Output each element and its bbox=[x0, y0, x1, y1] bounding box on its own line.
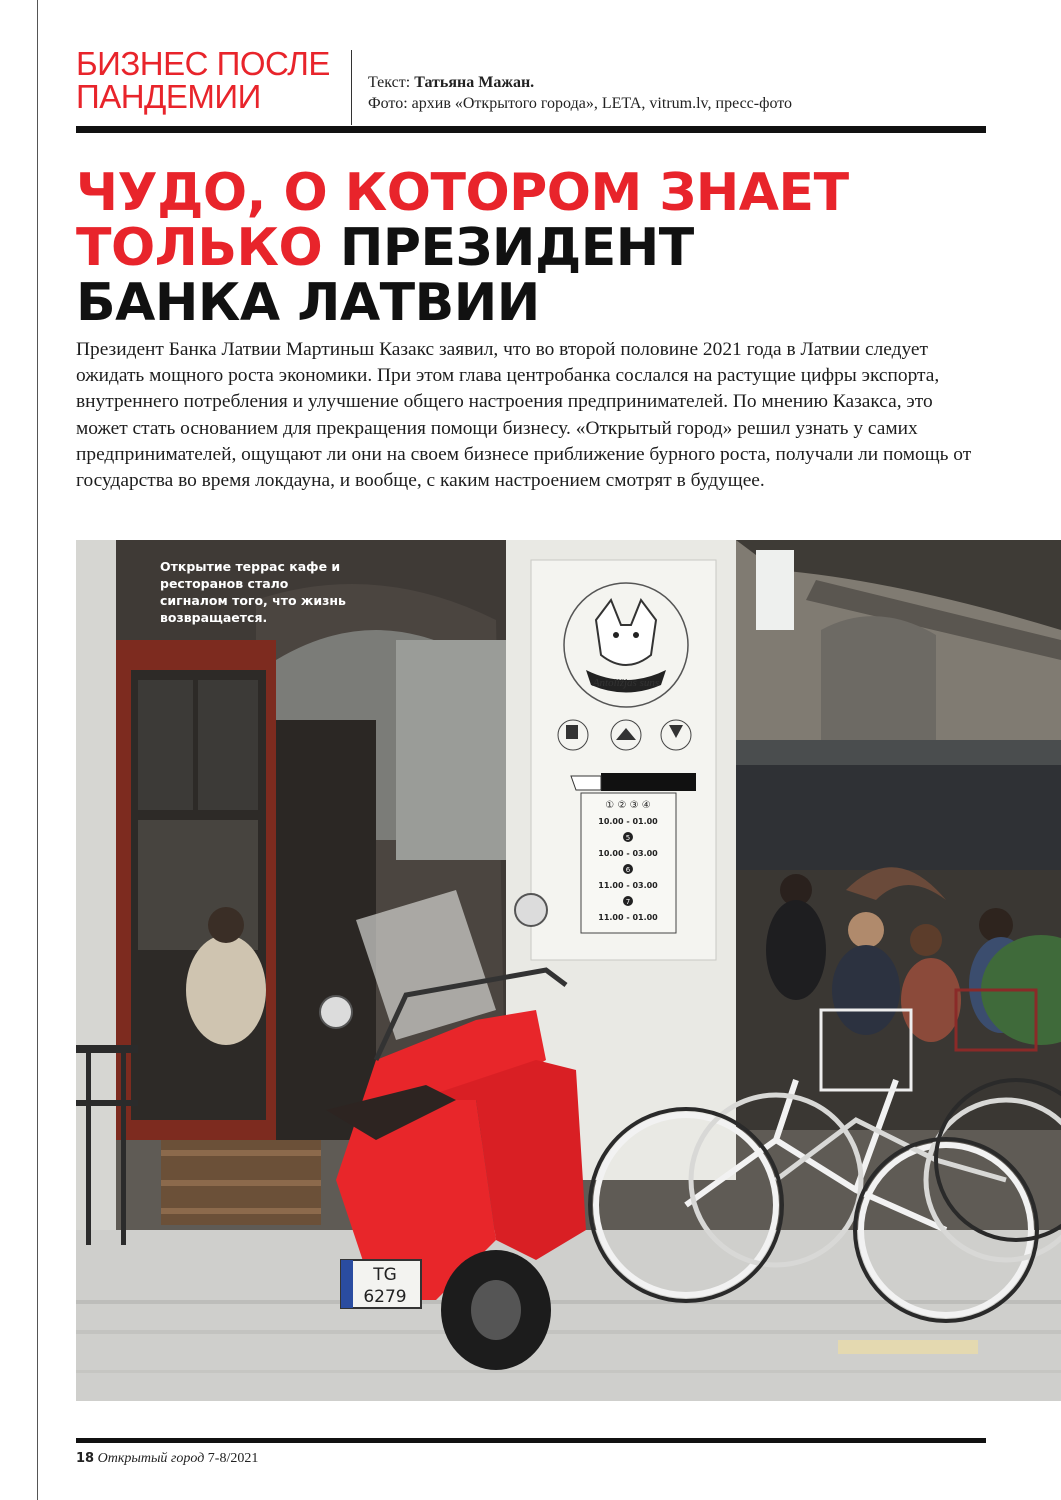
headline bbox=[76, 163, 976, 333]
magazine-name: Открытый город bbox=[97, 1451, 205, 1466]
hours-4: 11.00 - 01.00 bbox=[598, 913, 658, 922]
hours-badge-7: 7 bbox=[625, 898, 631, 906]
page-margin-rule bbox=[37, 0, 38, 1500]
hours-days: ① ② ③ ④ bbox=[605, 800, 651, 811]
footer-rule bbox=[76, 1438, 986, 1443]
section-label bbox=[76, 47, 346, 113]
hours-badge-5: 5 bbox=[625, 834, 631, 842]
top-rule bbox=[76, 126, 986, 133]
headline-black-line3: БАНКА ЛАТВИИ bbox=[76, 273, 540, 333]
footer-folio bbox=[76, 1451, 258, 1467]
sign-name: Antoližjas suns bbox=[592, 677, 660, 689]
plate-line2: 6279 bbox=[363, 1287, 407, 1307]
credits-photo-line bbox=[368, 93, 792, 114]
street-photo bbox=[76, 540, 1061, 1401]
headline-red-line2: ТОЛЬКО bbox=[76, 218, 323, 278]
issue-number: 7-8/2021 bbox=[207, 1451, 259, 1466]
hours-1: 10.00 - 01.00 bbox=[598, 817, 658, 826]
plate-line1: TG bbox=[373, 1265, 397, 1285]
credits-text-label: Текст: bbox=[368, 74, 411, 91]
credits bbox=[368, 72, 792, 114]
credits-author: Татьяна Мажан. bbox=[414, 74, 535, 91]
section-label-line1: БИЗНЕС ПОСЛЕ bbox=[76, 45, 330, 82]
headline-red-line1: ЧУДО, О КОТОРОМ ЗНАЕТ bbox=[76, 163, 849, 223]
credits-text-line bbox=[368, 72, 792, 93]
hours-badge-6: 6 bbox=[625, 866, 631, 874]
credits-photo-sources: архив «Открытого города», LETA, vitrum.lv, пресс-фото bbox=[411, 95, 793, 112]
lead-paragraph: Президент Банка Латвии Мартиньш Казакс заявил, что во второй половине 2021 года в Латвии следует ожидать мощного роста экономики. При этом глава центробанка сослался на растущие цифры экспорта, внутреннего потребления и улучшение общего настроения предпринимателей. По мнению Казакса, это может стать основанием для прекращения помощи бизнесу. «Открытый город» решил узнать у самих предпринимателей, ощущают ли они на своем бизнесе приближение бурного роста, получали ли помощь от государства во время локдауна, и вообще, с каким настроением смотрят в будущее. bbox=[76, 339, 972, 492]
page-number: 18 bbox=[76, 1451, 95, 1466]
hours-3: 11.00 - 03.00 bbox=[598, 881, 658, 890]
header-divider bbox=[351, 50, 352, 125]
headline-black-line2: ПРЕЗИДЕНТ bbox=[339, 218, 694, 278]
street-photo-illustration bbox=[76, 540, 1061, 1401]
photo-caption: Открытие террас кафе и ресторанов стало сигналом того, что жизнь возвращается. bbox=[160, 559, 346, 625]
hours-2: 10.00 - 03.00 bbox=[598, 849, 658, 858]
section-label-line2: ПАНДЕМИИ bbox=[76, 78, 261, 115]
credits-photo-label: Фото: bbox=[368, 95, 408, 112]
